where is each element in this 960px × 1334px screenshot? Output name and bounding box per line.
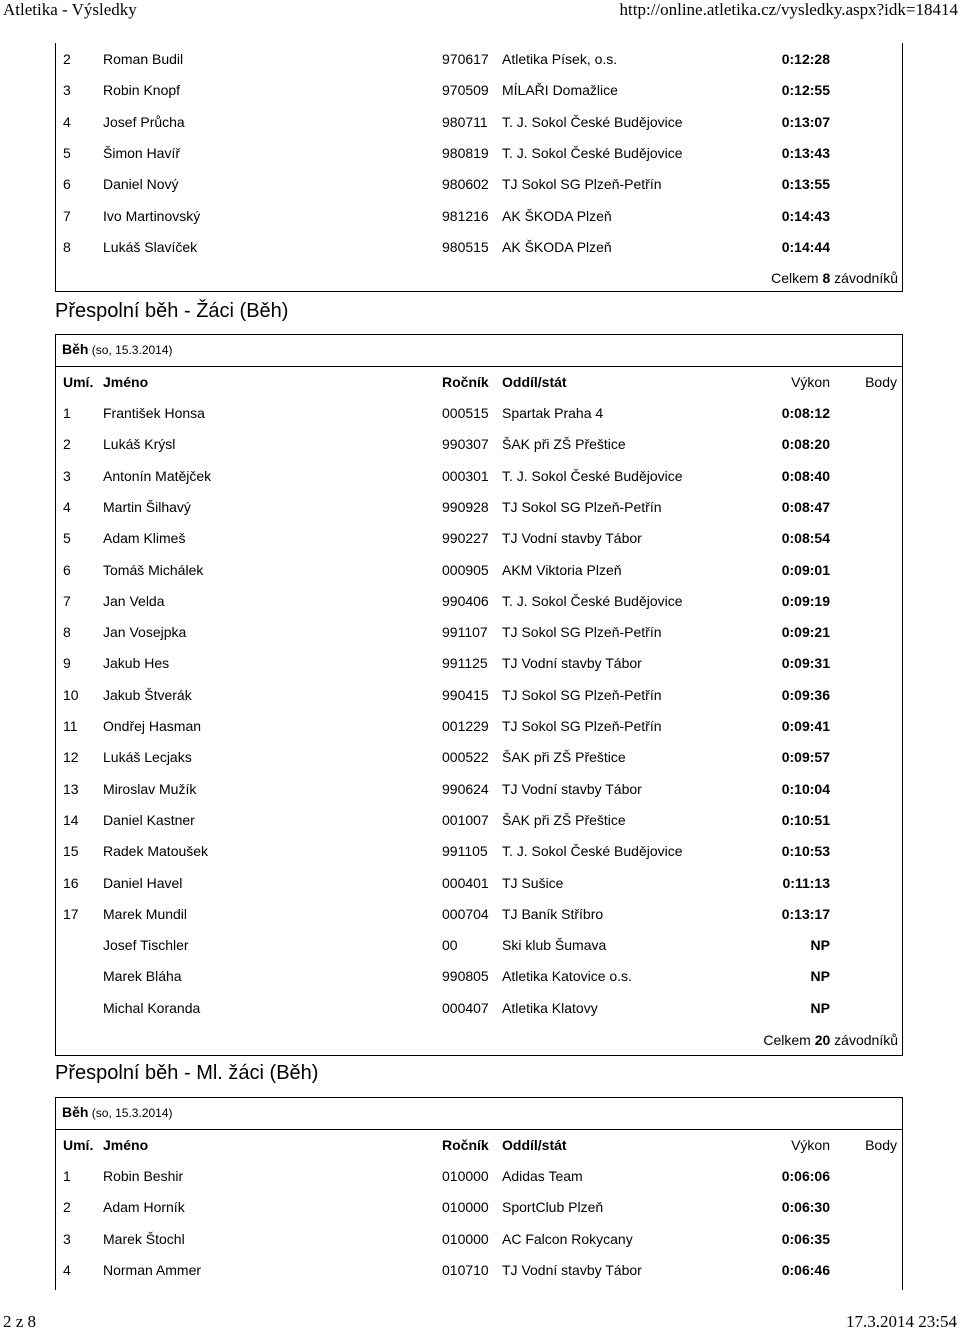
table-row <box>55 960 902 991</box>
table-header: Umí. Jméno Ročník Oddíl/stát Výkon Body <box>63 374 897 390</box>
result-time: 0:06:35 <box>781 1230 830 1247</box>
print-datetime: 17.3.2014 23:54 <box>846 1312 957 1331</box>
club-name: AK ŠKODA Plzeň <box>502 207 612 224</box>
table-row <box>55 428 902 459</box>
table-row <box>55 679 902 710</box>
rank-cell: 8 <box>63 624 71 641</box>
result-time: 0:14:44 <box>781 238 830 255</box>
athlete-name: Martin Šilhavý <box>103 498 191 515</box>
birth-year: 000407 <box>442 999 489 1016</box>
athlete-name: Adam Klimeš <box>103 530 186 547</box>
athlete-name: Jan Vosejpka <box>103 624 187 641</box>
club-name: T. J. Sokol České Budějovice <box>502 144 683 161</box>
table-border-right <box>902 43 903 291</box>
print-header <box>0 0 960 24</box>
club-name: T. J. Sokol České Budějovice <box>502 592 683 609</box>
athlete-name: Daniel Kastner <box>103 811 195 828</box>
birth-year: 990624 <box>442 780 489 797</box>
result-time: 0:09:41 <box>781 718 830 734</box>
table-row <box>55 200 902 231</box>
table-row <box>55 74 902 105</box>
event-box-top <box>55 1097 903 1098</box>
result-time: 0:09:21 <box>781 624 830 641</box>
birth-year: 000905 <box>442 561 489 578</box>
section-total: Celkem 20 závodníků <box>763 1032 898 1048</box>
rank-cell: 4 <box>63 113 71 130</box>
result-time: 0:09:36 <box>781 686 830 703</box>
table-row <box>55 491 902 522</box>
birth-year: 990227 <box>442 530 489 547</box>
birth-year: 010000 <box>442 1230 489 1247</box>
table-row <box>55 992 902 1023</box>
club-name: ŠAK při ZŠ Přeštice <box>502 436 626 453</box>
table-row <box>55 1191 902 1222</box>
table-row <box>55 741 902 772</box>
table-border-right <box>902 334 903 1055</box>
table-row <box>55 585 902 616</box>
club-name: Atletika Písek, o.s. <box>502 51 618 67</box>
rank-cell: 13 <box>63 780 79 797</box>
rank-cell: 5 <box>63 530 71 547</box>
table-row <box>55 1254 902 1285</box>
event-heading <box>62 1104 173 1120</box>
birth-year: 000301 <box>442 467 489 484</box>
rank-cell: 15 <box>63 843 79 860</box>
rank-cell: 7 <box>63 592 71 609</box>
birth-year: 00 <box>442 937 458 954</box>
table-border-right <box>902 1097 903 1290</box>
birth-year: 000522 <box>442 749 489 766</box>
birth-year: 980515 <box>442 238 489 255</box>
athlete-name: Ondřej Hasman <box>103 718 202 734</box>
athlete-name: Daniel Havel <box>103 874 183 891</box>
table-border-bottom <box>55 291 903 292</box>
birth-year: 010710 <box>442 1261 489 1278</box>
birth-year: 990307 <box>442 436 489 453</box>
result-time: 0:14:43 <box>781 207 830 224</box>
table-row <box>55 522 902 553</box>
birth-year: 990928 <box>442 498 489 515</box>
result-time: NP <box>810 937 830 954</box>
table-row <box>55 397 902 428</box>
athlete-name: Adam Horník <box>103 1199 185 1216</box>
rank-cell: 7 <box>63 207 71 224</box>
club-name: Atletika Klatovy <box>502 999 598 1016</box>
club-name: T. J. Sokol České Budějovice <box>502 843 683 860</box>
result-time: 0:09:57 <box>781 749 830 766</box>
birth-year: 000515 <box>442 405 489 421</box>
table-border-bottom <box>55 1055 903 1056</box>
birth-year: 000704 <box>442 905 489 922</box>
table-row <box>55 647 902 678</box>
athlete-name: Jan Velda <box>103 592 165 609</box>
athlete-name: Marek Mundil <box>103 905 188 922</box>
birth-year: 991105 <box>442 843 488 860</box>
result-time: 0:08:20 <box>781 436 830 453</box>
result-time: 0:08:40 <box>781 467 830 484</box>
event-heading <box>62 341 173 357</box>
birth-year: 990406 <box>442 592 489 609</box>
birth-year: 991107 <box>442 624 488 641</box>
rank-cell: 4 <box>63 498 71 515</box>
result-time: 0:13:17 <box>781 905 830 922</box>
birth-year: 990805 <box>442 968 489 985</box>
rank-cell: 1 <box>63 405 71 421</box>
club-name: Adidas Team <box>502 1168 583 1184</box>
table-row <box>55 616 902 647</box>
table-row <box>55 773 902 804</box>
rank-cell: 2 <box>63 1199 71 1216</box>
birth-year: 980819 <box>442 144 489 161</box>
athlete-name: Jakub Štverák <box>103 686 192 703</box>
athlete-name: Lukáš Slavíček <box>103 238 198 255</box>
athlete-name: Josef Průcha <box>103 113 185 130</box>
club-name: TJ Vodní stavby Tábor <box>502 530 642 547</box>
club-name: TJ Sokol SG Plzeň-Petřín <box>502 498 662 515</box>
event-box-top <box>55 334 903 335</box>
athlete-name: Marek Štochl <box>103 1230 185 1247</box>
rank-cell: 3 <box>63 467 71 484</box>
table-row <box>55 1160 902 1191</box>
rank-cell: 6 <box>63 561 71 578</box>
club-name: TJ Vodní stavby Tábor <box>502 1261 642 1278</box>
table-row <box>55 867 902 898</box>
athlete-name: Lukáš Krýsl <box>103 436 176 453</box>
club-name: AC Falcon Rokycany <box>502 1230 633 1247</box>
result-time: 0:10:04 <box>781 780 830 797</box>
athlete-name: Ivo Martinovský <box>103 207 201 224</box>
result-time: 0:09:19 <box>781 592 830 609</box>
page-title: Atletika - Výsledky <box>3 0 137 19</box>
rank-cell: 9 <box>63 655 71 672</box>
page-url[interactable]: http://online.atletika.cz/vysledky.aspx?idk=18414 <box>619 0 958 19</box>
athlete-name: Michal Koranda <box>103 999 201 1016</box>
rank-cell: 6 <box>63 176 71 193</box>
result-time: 0:06:06 <box>781 1168 830 1184</box>
result-time: 0:10:51 <box>781 811 830 828</box>
birth-year: 001229 <box>442 718 489 734</box>
club-name: Ski klub Šumava <box>502 937 607 954</box>
result-time: 0:06:30 <box>781 1199 830 1216</box>
birth-year: 001007 <box>442 811 489 828</box>
event-name: Běh <box>62 341 89 357</box>
table-row <box>55 554 902 585</box>
club-name: MÍLAŘI Domažlice <box>502 82 618 99</box>
rank-cell: 3 <box>63 1230 71 1247</box>
birth-year: 990415 <box>442 686 489 703</box>
birth-year: 981216 <box>442 207 489 224</box>
rank-cell: 12 <box>63 749 79 766</box>
athlete-name: Šimon Havíř <box>103 144 181 161</box>
athlete-name: Robin Beshir <box>103 1168 184 1184</box>
birth-year: 000401 <box>442 874 489 891</box>
club-name: ŠAK při ZŠ Přeštice <box>502 749 626 766</box>
page-indicator: 2 z 8 <box>3 1312 37 1331</box>
club-name: TJ Vodní stavby Tábor <box>502 780 642 797</box>
athlete-name: Miroslav Mužík <box>103 780 197 797</box>
club-name: Spartak Praha 4 <box>502 405 604 421</box>
result-time: 0:08:54 <box>781 530 830 547</box>
table-row <box>55 898 902 929</box>
birth-year: 980711 <box>442 113 488 130</box>
table-row <box>55 1223 902 1254</box>
club-name: TJ Sokol SG Plzeň-Petřín <box>502 686 662 703</box>
athlete-name: Robin Knopf <box>103 82 181 99</box>
birth-year: 991125 <box>442 655 488 672</box>
rank-cell: 2 <box>63 51 71 67</box>
club-name: TJ Sokol SG Plzeň-Petřín <box>502 624 662 641</box>
rank-cell: 3 <box>63 82 71 99</box>
rank-cell: 8 <box>63 238 71 255</box>
rank-cell: 17 <box>63 905 79 922</box>
result-time: 0:13:07 <box>781 113 830 130</box>
rank-cell: 11 <box>63 718 78 734</box>
result-time: 0:13:55 <box>781 176 830 193</box>
table-row <box>55 231 902 262</box>
result-time: 0:11:13 <box>782 874 830 891</box>
table-border-left <box>55 334 56 1055</box>
rank-cell: 16 <box>63 874 79 891</box>
club-name: AKM Viktoria Plzeň <box>502 561 622 578</box>
print-footer <box>0 1312 960 1334</box>
result-time: NP <box>810 968 830 985</box>
club-name: TJ Baník Stříbro <box>502 905 604 922</box>
event-date: (so, 15.3.2014) <box>88 343 173 357</box>
club-name: SportClub Plzeň <box>502 1199 604 1216</box>
club-name: TJ Sokol SG Plzeň-Petřín <box>502 718 662 734</box>
event-name: Běh <box>62 1104 89 1120</box>
table-border-left <box>55 1097 56 1290</box>
rank-cell: 4 <box>63 1261 71 1278</box>
result-time: 0:08:12 <box>781 405 830 421</box>
result-time: 0:08:47 <box>781 498 830 515</box>
athlete-name: Radek Matoušek <box>103 843 209 860</box>
rank-cell: 5 <box>63 144 71 161</box>
rank-cell: 10 <box>63 686 79 703</box>
result-time: 0:12:28 <box>781 51 830 67</box>
table-row <box>55 804 902 835</box>
table-row <box>55 168 902 199</box>
event-date: (so, 15.3.2014) <box>88 1106 173 1120</box>
result-time: 0:10:53 <box>781 843 830 860</box>
athlete-name: Roman Budil <box>103 51 184 67</box>
result-time: 0:13:43 <box>781 144 830 161</box>
athlete-name: Lukáš Lecjaks <box>103 749 192 766</box>
prev-total: Celkem 8 závodníků <box>771 270 898 286</box>
athlete-name: Norman Ammer <box>103 1261 202 1278</box>
athlete-name: Marek Bláha <box>103 968 182 985</box>
table-row <box>55 835 902 866</box>
athlete-name: Tomáš Michálek <box>103 561 204 578</box>
birth-year: 970617 <box>442 51 489 67</box>
rank-cell: 14 <box>63 811 79 828</box>
club-name: TJ Sokol SG Plzeň-Petřín <box>502 176 662 193</box>
club-name: AK ŠKODA Plzeň <box>502 238 612 255</box>
result-time: NP <box>810 999 830 1016</box>
birth-year: 010000 <box>442 1199 489 1216</box>
result-time: 0:12:55 <box>781 82 830 99</box>
table-row <box>55 710 902 741</box>
birth-year: 010000 <box>442 1168 489 1184</box>
birth-year: 970509 <box>442 82 489 99</box>
rank-cell: 1 <box>63 1168 71 1184</box>
table-row <box>55 106 902 137</box>
club-name: T. J. Sokol České Budějovice <box>502 467 683 484</box>
result-time: 0:09:31 <box>781 655 830 672</box>
result-time: 0:06:46 <box>781 1261 830 1278</box>
table-row <box>55 137 902 168</box>
athlete-name: Jakub Hes <box>103 655 170 672</box>
birth-year: 980602 <box>442 176 489 193</box>
athlete-name: Antonín Matějček <box>103 467 212 484</box>
club-name: T. J. Sokol České Budějovice <box>502 113 683 130</box>
result-time: 0:09:01 <box>781 561 830 578</box>
section-title: Přespolní běh - Ml. žáci (Běh) <box>55 1062 319 1084</box>
rank-cell: 2 <box>63 436 71 453</box>
table-row <box>55 929 902 960</box>
athlete-name: Josef Tischler <box>103 937 189 954</box>
table-border-left <box>55 43 56 291</box>
section-title: Přespolní běh - Žáci (Běh) <box>55 300 289 322</box>
table-row <box>55 460 902 491</box>
club-name: TJ Vodní stavby Tábor <box>502 655 642 672</box>
athlete-name: Daniel Nový <box>103 176 179 193</box>
table-row <box>55 43 902 74</box>
club-name: TJ Sušice <box>502 874 564 891</box>
athlete-name: František Honsa <box>103 405 205 421</box>
table-header: Umí. Jméno Ročník Oddíl/stát Výkon Body <box>63 1137 897 1153</box>
club-name: Atletika Katovice o.s. <box>502 968 632 985</box>
club-name: ŠAK při ZŠ Přeštice <box>502 811 626 828</box>
